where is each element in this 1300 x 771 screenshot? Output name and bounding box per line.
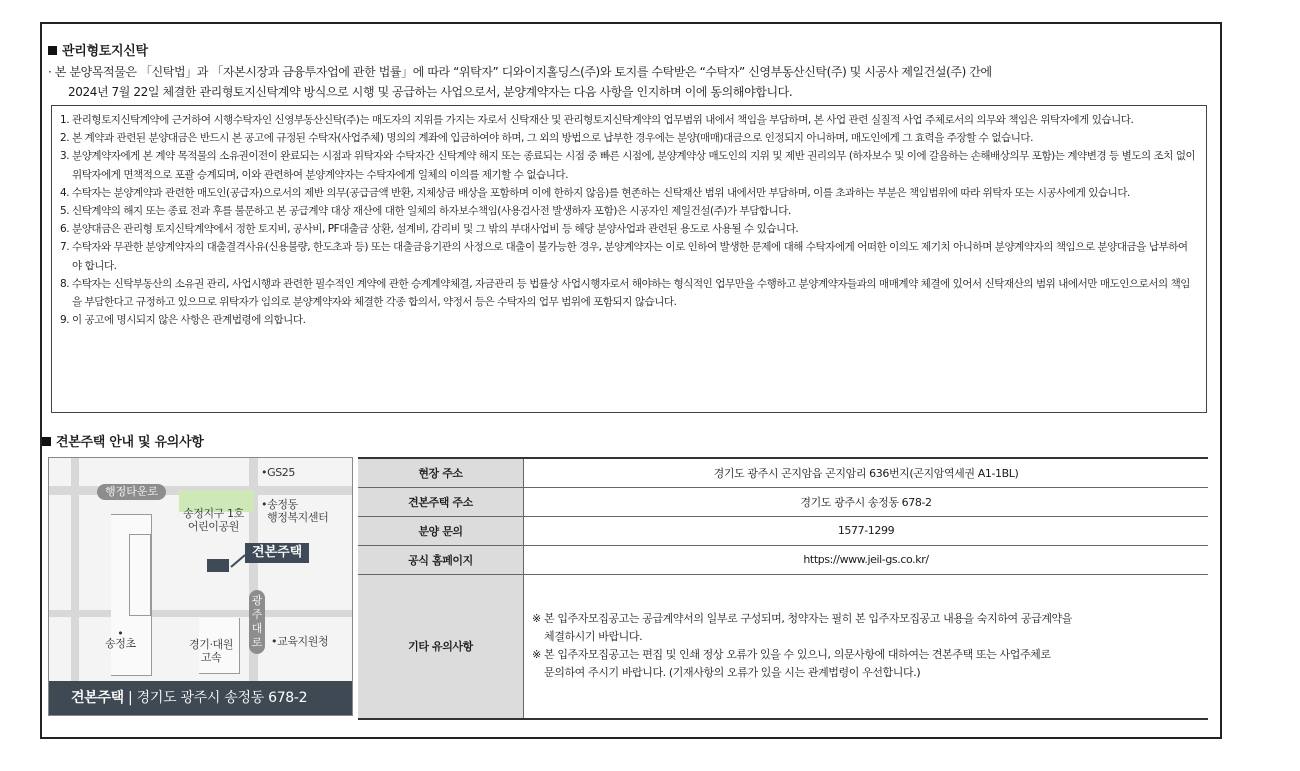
notes-cell: [524, 574, 1209, 719]
note-line: 체결하시기 바랍니다.: [544, 630, 643, 644]
intro-line-1: · 본 분양목적물은 「신탁법」과 「자본시장과 금융투자업에 관한 법률」에 따라 “위탁자” 디와이지홀딩스(주)와 토지를 수탁받은 “수탁자” 신영부동산신탁(주) 및 시공사 제일건설(주) 간에: [48, 65, 992, 79]
section-title-text: 견본주택 안내 및 유의사항: [56, 435, 204, 450]
homepage-link[interactable]: https://www.jeil-gs.co.kr/: [524, 545, 1209, 574]
note-mark: ※: [532, 612, 541, 626]
section-title-trust: [48, 40, 148, 59]
term-item: [60, 238, 1196, 274]
map-road-outline: [129, 534, 151, 616]
section-title-text: 관리형토지신탁: [62, 44, 148, 59]
term-text: 분양계약자에게 본 계약 목적물의 소유권이전이 완료되는 시점과 위탁자와 수탁자간 신탁계약 해지 또는 종료되는 시점 중 빠른 시점에, 분양계약상 매도인의 지위 및 제반 권리의무 (하자보수 및 이에 갈음하는 손해배상의무 포함)는 계약변경 등 별도의 조치 없이 위탁자에게 면책적으로 포괄 승계되며, 이와 관련하여 분양계약자는 수탁자에게 일체의 이의를 제기할 수 없습니다.: [72, 150, 1196, 181]
map-label-road-top: 행정타운로: [97, 484, 166, 500]
note-line: 본 입주자모집공고는 공급계약서의 일부로 구성되며, 청약자는 필히 본 입주자모집공고 내용을 숙지하여 공급계약을: [544, 612, 1073, 626]
term-number: 3.: [60, 150, 70, 163]
term-number: 6.: [60, 223, 70, 236]
table-row: [358, 487, 1208, 516]
row-label: 현장 주소: [358, 458, 524, 487]
term-text: 수탁자와 무관한 분양계약자의 대출결격사유(신용불량, 한도초과 등) 또는 대출금융기관의 사정으로 대출이 불가능한 경우, 분양계약자는 이로 인하여 발생한 문제에 대해 수탁자에게 어떠한 이의도 제기치 아니하며 분양계약자의 책임으로 분양대금을 납부하여야 합니다.: [72, 241, 1188, 272]
term-item: [60, 147, 1196, 183]
map-label-text: 교육지원청: [277, 635, 329, 648]
map-caption-bold: 견본주택: [71, 690, 124, 706]
term-text: 이 공고에 명시되지 않은 사항은 관계법령에 의합니다.: [72, 314, 306, 327]
model-house-info-table: [358, 457, 1208, 720]
row-value: 경기도 광주시 송정동 678-2: [524, 487, 1209, 516]
map-label-education-office: [271, 635, 328, 648]
square-bullet-icon: [42, 437, 51, 446]
terms-box: [51, 105, 1207, 413]
note-line: 본 입주자모집공고는 편집 및 인쇄 정상 오류가 있을 수 있으니, 의문사항에 대하여는 견본주택 또는 사업주체로: [544, 648, 1051, 662]
term-item: [60, 202, 1196, 220]
map-label-text: 고속: [200, 651, 222, 664]
term-text: 분양대금은 관리형 토지신탁계약에서 정한 토지비, 공사비, PF대출금 상환, 설계비, 감리비 및 그 밖의 부대사업비 등 해당 분양사업과 관련된 용도로 사용될 수 있습니다.: [72, 223, 799, 236]
term-number: 8.: [60, 277, 70, 290]
term-item: [60, 220, 1196, 238]
term-text: 신탁계약의 해지 또는 종료 전과 후를 불문하고 본 공급계약 대상 재산에 대한 일체의 하자보수책임(사용검사전 발생하자 포함)은 시공자인 제일건설(주)가 부담합니다.: [72, 205, 791, 218]
map-label-text: GS25: [267, 466, 295, 479]
note-line: 문의하여 주시기 바랍니다. (기재사항의 오류가 있을 시는 관계법령이 우선합니다.): [544, 666, 921, 680]
map-label-gs25: [261, 466, 295, 479]
map-road: [71, 458, 79, 683]
map-label-text: 송정초: [105, 637, 136, 650]
term-text: 수탁자는 분양계약과 관련한 매도인(공급자)으로서의 제반 의무(공급금액 반환, 지체상금 배상을 포함하며 이에 한하지 않음)를 현존하는 신탁재산 범위 내에서만 부담하며, 이를 초과하는 부분은 책임범위에 따라 위탁자 또는 시공사에게 있습니다.: [72, 186, 1130, 199]
map-label-text: 경기·대원: [189, 638, 234, 651]
row-label: 공식 홈페이지: [358, 545, 524, 574]
map-road: [49, 610, 353, 617]
note-item: [532, 610, 1208, 646]
location-map: [48, 457, 353, 716]
section-title-model-house: [42, 431, 204, 450]
row-value: 1577-1299: [524, 516, 1209, 545]
map-label-text: 어린이공원: [187, 520, 239, 533]
term-number: 4.: [60, 186, 70, 199]
row-label: 견본주택 주소: [358, 487, 524, 516]
term-item: [60, 129, 1196, 147]
map-label-community-center: [261, 498, 328, 524]
row-value: 경기도 광주시 곤지암읍 곤지암리 636번지(곤지암역세권 A1-1BL): [524, 458, 1209, 487]
table-row-notes: [358, 574, 1208, 719]
term-number: 1.: [60, 114, 70, 126]
intro-line-2: 2024년 7월 22일 체결한 관리형토지신탁계약 방식으로 시행 및 공급하는 사업으로서, 분양계약자는 다음 사항을 인지하며 이에 동의해야합니다.: [68, 85, 793, 99]
map-label-text: 광주대로: [251, 594, 263, 649]
term-number: 5.: [60, 205, 70, 218]
term-text: 수탁자는 신탁부동산의 소유권 관리, 사업시행과 관련한 필수적인 계약에 관한 승계계약체결, 자금관리 등 법률상 사업시행자로서 해야하는 형식적인 업무만을 수행하고 분양계약자들과의 매매계약 체결에 있어서 신탁재산의 범위 내에서만 매도인으로서의 책임을 부담한다고 규정하고 있으므로 위탁자가 임의로 분양계약자와 체결한 각종 합의서, 약정서 등은 수탁자의 업무 범위에 포함되지 않습니다.: [72, 277, 1191, 309]
square-bullet-icon: [48, 46, 57, 55]
map-flag-model-house: 견본주택: [245, 543, 309, 563]
map-caption-address: 경기도 광주시 송정동 678-2: [136, 690, 308, 706]
note-item: [532, 646, 1208, 682]
row-label: 분양 문의: [358, 516, 524, 545]
term-item: [60, 275, 1196, 311]
term-text: 관리형토지신탁계약에 근거하여 시행수탁자인 신영부동산신탁(주)는 매도자의 지위를 가지는 자로서 신탁재산 및 관리형토지신탁계약의 업무범위 내에서 책임을 부담하며, 본 사업 관련 실질적 사업 주체로서의 의무와 책임은 위탁자에게 있습니다.: [72, 114, 1134, 126]
table-row: [358, 545, 1208, 574]
note-mark: ※: [532, 648, 541, 662]
map-caption-bar: [49, 681, 352, 715]
map-label-text: 송정지구 1호: [183, 507, 244, 520]
map-label-road-vertical: [249, 590, 265, 654]
map-label-school: [105, 631, 136, 650]
term-number: 9.: [60, 314, 70, 327]
term-text: 본 계약과 관련된 분양대금은 반드시 본 공고에 규정된 수탁자(사업주체) 명의의 계좌에 입금하여야 하며, 그 외의 방법으로 납부한 경우에는 분양(매매)대금으로 인정되지 아니하며, 매도인에게 그 효력을 주장할 수 없습니다.: [72, 132, 1034, 145]
intro-paragraph: [48, 62, 1216, 102]
note-text: [544, 610, 1072, 646]
map-label-highschool: [189, 638, 233, 664]
term-number: 2.: [60, 132, 70, 145]
term-item: [60, 311, 1196, 329]
term-number: 7.: [60, 241, 70, 254]
model-house-marker-icon: [207, 559, 229, 572]
row-label: 기타 유의사항: [358, 574, 524, 719]
map-caption-separator: |: [123, 690, 137, 706]
table-row: [358, 516, 1208, 545]
table-row: [358, 458, 1208, 487]
term-item: [60, 184, 1196, 202]
map-label-text: 행정복지센터: [267, 511, 329, 524]
term-item: [60, 111, 1196, 129]
map-label-text: 송정동: [267, 498, 298, 511]
note-text: [544, 646, 1051, 682]
map-label-park: [183, 507, 244, 533]
